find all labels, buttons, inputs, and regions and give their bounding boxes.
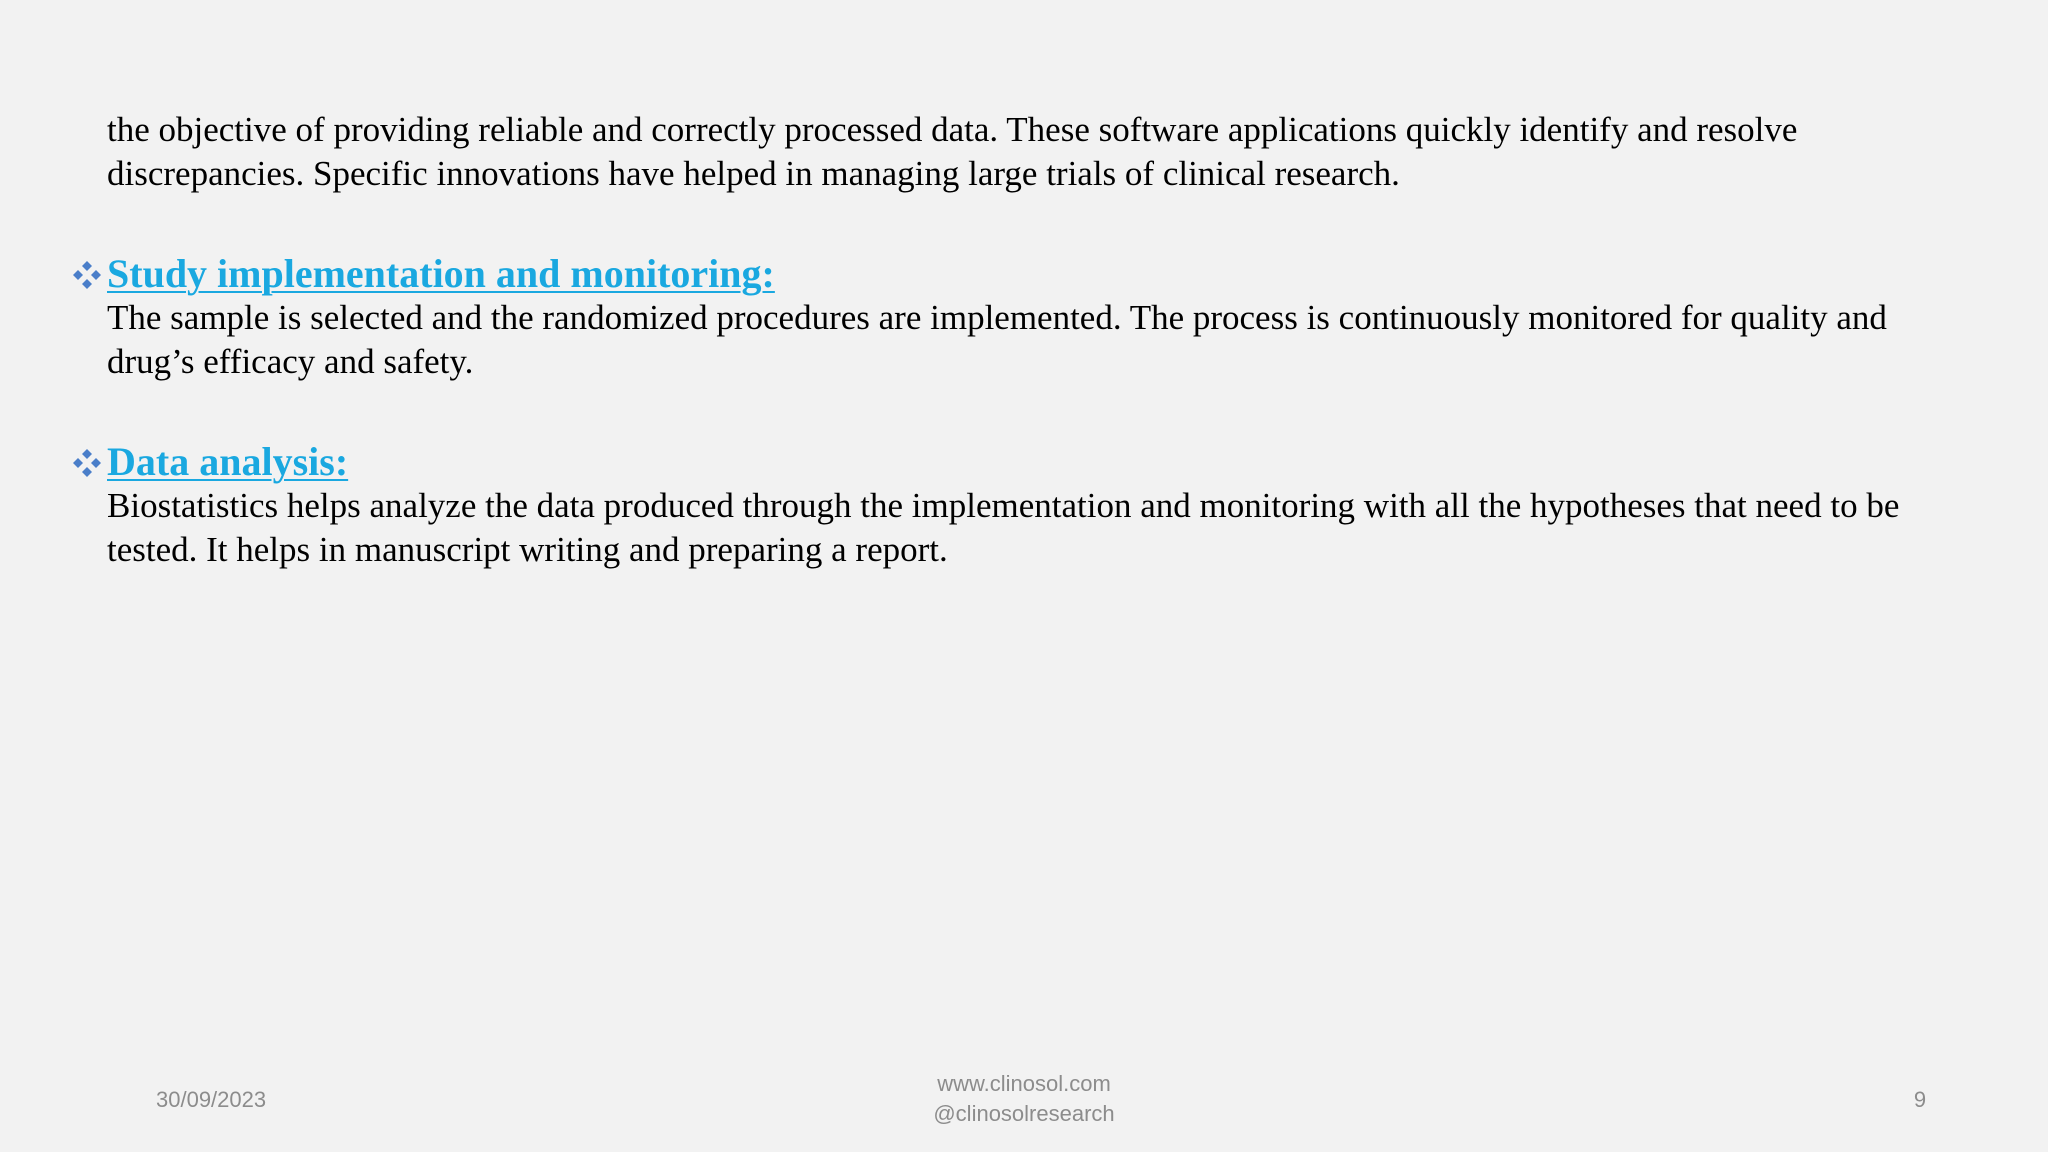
four-diamond-bullet-icon [70, 258, 104, 292]
section-heading: Study implementation and monitoring: [107, 251, 775, 296]
four-diamond-bullet-icon [70, 446, 104, 480]
footer-handle: @clinosolresearch [933, 1101, 1115, 1126]
section-data-analysis [70, 438, 1940, 572]
section-heading-row [70, 250, 1940, 298]
page-number: 9 [1913, 1087, 1927, 1112]
section-body: The sample is selected and the randomized procedures are implemented. The process is continuously monitored for quality and drug’s efficacy and safety. [107, 298, 1887, 381]
section-study-implementation [70, 250, 1940, 384]
intro-paragraph: the objective of providing reliable and correctly processed data. These software applications quickly identify and resolve discrepancies. Specific innovations have helped in managing large trials of clinical research. [107, 110, 1798, 193]
footer-date: 30/09/2023 [156, 1087, 267, 1112]
section-heading: Data analysis: [107, 439, 349, 484]
footer-website: www.clinosol.com [937, 1071, 1111, 1096]
footer-contact [0, 1069, 2048, 1129]
section-heading-row [70, 438, 1940, 486]
section-body: Biostatistics helps analyze the data produced through the implementation and monitoring with all the hypotheses that need to be tested. It helps in manuscript writing and preparing a report. [107, 486, 1900, 569]
